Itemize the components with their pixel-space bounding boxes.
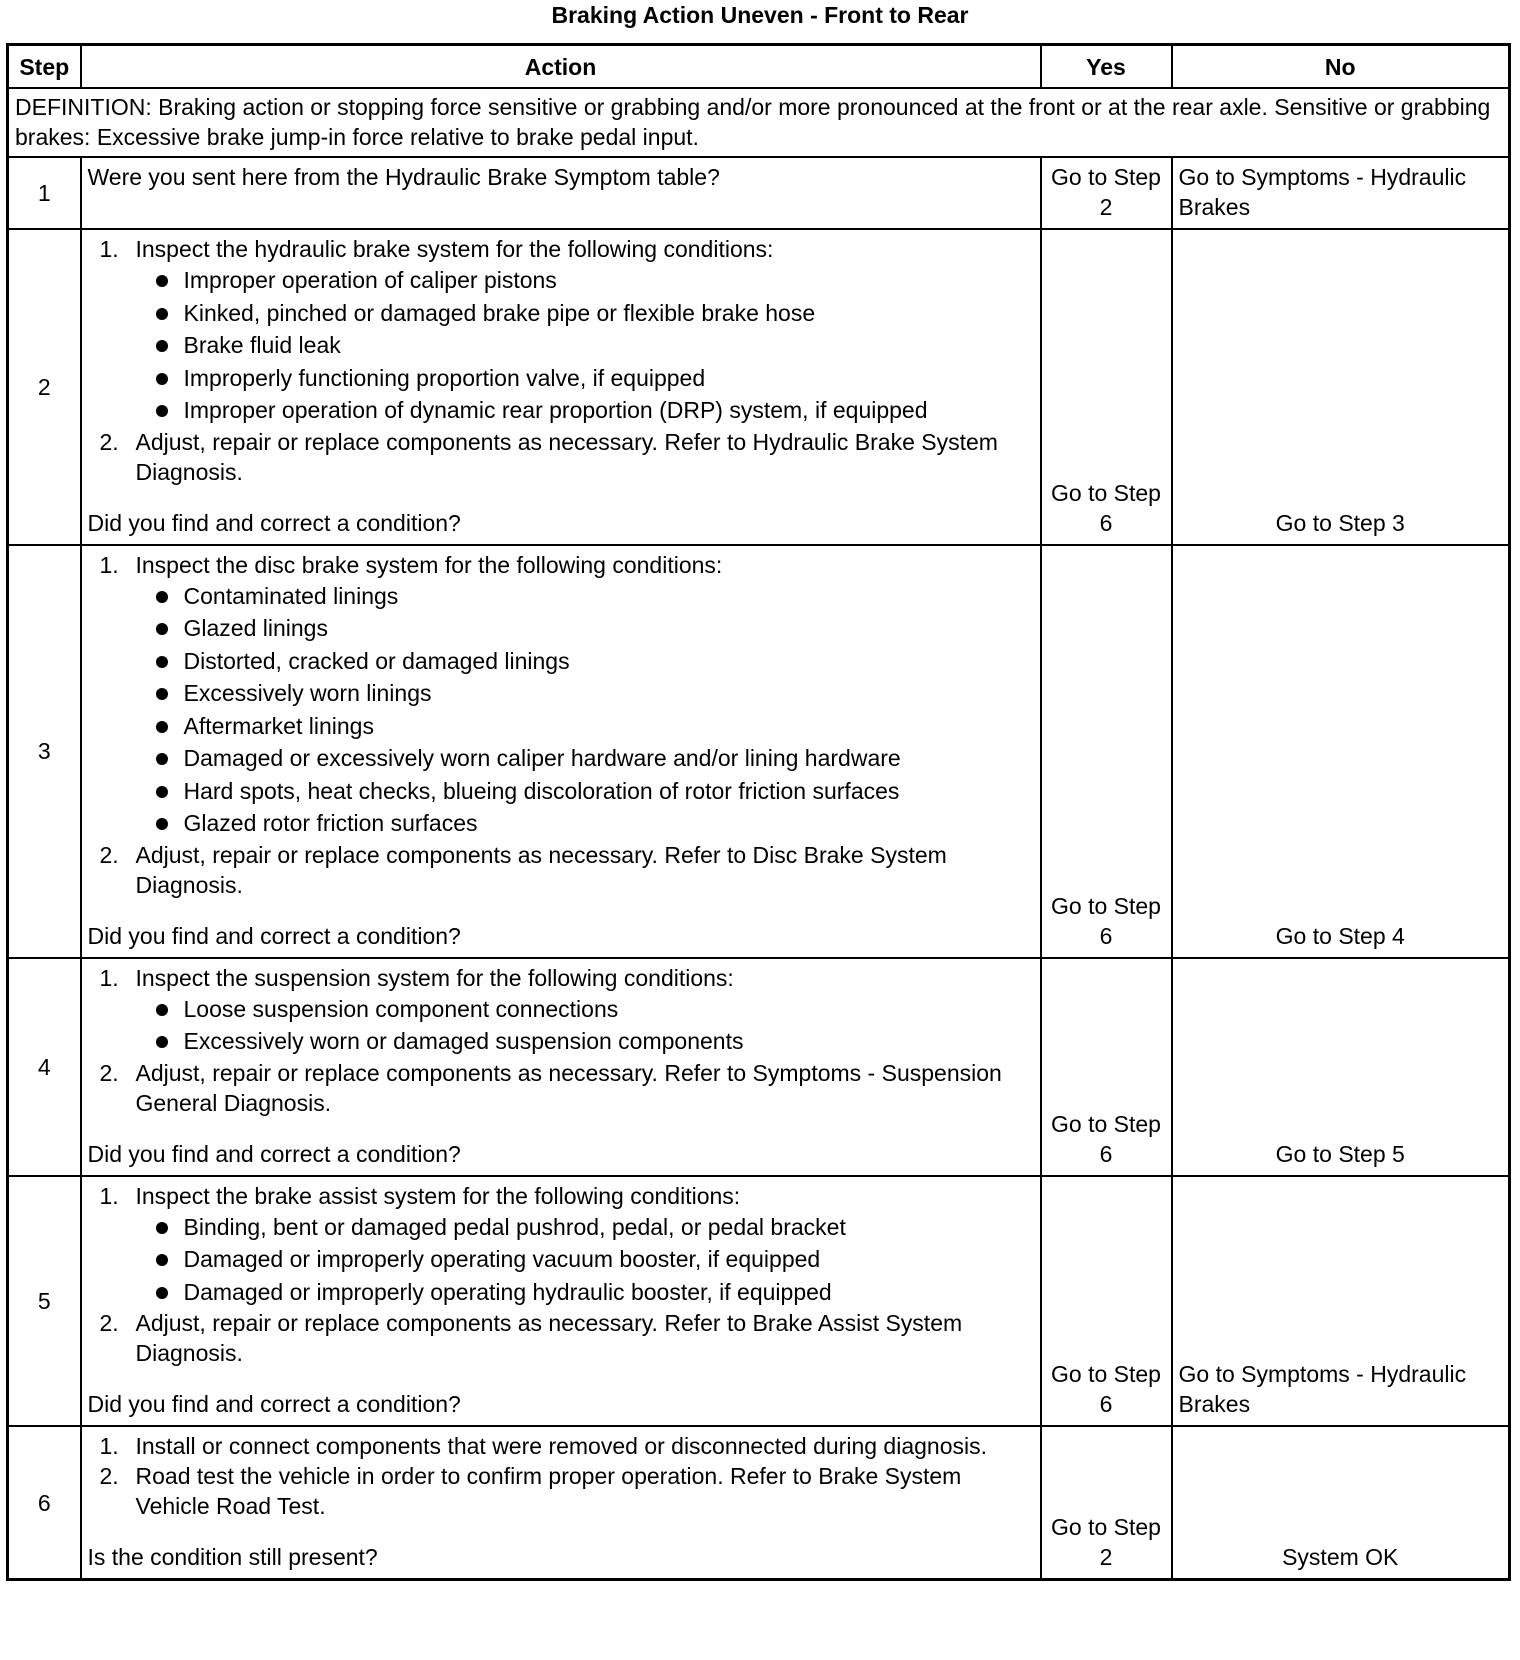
- item-text: Install or connect components that were removed or disconnected during diagnosis.: [135, 1433, 987, 1459]
- bullet-item: [88, 807, 1034, 840]
- bullet-item: [88, 677, 1034, 710]
- bullet-icon: [156, 1287, 168, 1299]
- bullet-icon: [156, 340, 168, 352]
- bullet-icon: [156, 688, 168, 700]
- numbered-item: [88, 1058, 1034, 1118]
- no-cell: Go to Symptoms - Hydraulic Brakes: [1172, 157, 1510, 229]
- bullet-text: Distorted, cracked or damaged linings: [183, 647, 570, 674]
- bullet-icon: [156, 721, 168, 733]
- step-row-5: [8, 1176, 1510, 1427]
- no-cell: Go to Step 3: [1172, 229, 1510, 545]
- item-number: 1.: [99, 236, 119, 262]
- item-text: Road test the vehicle in order to confirm proper operation. Refer to Brake System Vehicle Road Test.: [135, 1463, 962, 1519]
- step-row-4: [8, 958, 1510, 1176]
- item-text: Adjust, repair or replace components as necessary. Refer to Hydraulic Brake System Diagnosis.: [135, 428, 998, 485]
- bullet-icon: [156, 373, 168, 385]
- yes-cell: [1041, 1426, 1172, 1580]
- bullet-icon: [156, 1004, 168, 1016]
- bullet-text: Binding, bent or damaged pedal pushrod, pedal, or pedal bracket: [183, 1213, 846, 1240]
- header-yes: Yes: [1041, 45, 1172, 89]
- yes-step: 2: [1099, 1544, 1113, 1570]
- bullet-icon: [156, 275, 168, 287]
- bullet-item: [88, 1243, 1034, 1276]
- step-question: Is the condition still present?: [87, 1544, 378, 1570]
- item-number: 2.: [99, 841, 119, 868]
- bullet-item: [88, 710, 1034, 743]
- yes-label: Go to Step: [1051, 892, 1161, 919]
- bullet-icon: [156, 753, 168, 765]
- bullet-text: Glazed rotor friction surfaces: [183, 810, 478, 836]
- item-number: 2.: [99, 1059, 119, 1086]
- item-text: Adjust, repair or replace components as necessary. Refer to Symptoms - Suspension General Diagnosis.: [135, 1059, 1002, 1116]
- step-row-3: [8, 545, 1510, 958]
- bullet-item: [88, 1025, 1034, 1058]
- numbered-item: [88, 1308, 1034, 1368]
- step-number: 6: [8, 1426, 81, 1580]
- yes-step: 2: [1099, 194, 1113, 220]
- bullet-item: [88, 297, 1034, 330]
- yes-cell: [1041, 157, 1172, 229]
- numbered-item: [88, 1431, 1034, 1461]
- yes-step: 6: [1099, 922, 1113, 949]
- bullet-text: Excessively worn or damaged suspension components: [183, 1028, 744, 1054]
- yes-cell: [1041, 1176, 1172, 1427]
- yes-label: Go to Step: [1051, 164, 1161, 190]
- step-question: Did you find and correct a condition?: [87, 1140, 461, 1167]
- bullet-text: Glazed linings: [183, 615, 328, 641]
- yes-cell: [1041, 229, 1172, 545]
- no-cell: Go to Symptoms - Hydraulic Brakes: [1172, 1176, 1510, 1427]
- no-cell: System OK: [1172, 1426, 1510, 1580]
- item-text: Inspect the suspension system for the following conditions:: [135, 964, 734, 991]
- step-question: Did you find and correct a condition?: [87, 922, 461, 949]
- yes-cell: [1041, 545, 1172, 958]
- step-number: 1: [8, 157, 81, 229]
- bullet-item: [88, 1211, 1034, 1244]
- bullet-item: [88, 264, 1034, 297]
- bullet-icon: [156, 656, 168, 668]
- item-text: Inspect the disc brake system for the following conditions:: [135, 551, 723, 578]
- step-row-2: [8, 229, 1510, 545]
- numbered-item: [88, 550, 1034, 580]
- step-action: [81, 545, 1041, 958]
- item-number: 2.: [99, 428, 119, 455]
- bullet-icon: [156, 1254, 168, 1266]
- item-number: 1.: [99, 964, 119, 991]
- header-row: [8, 45, 1510, 89]
- yes-label: Go to Step: [1051, 479, 1161, 506]
- item-text: Inspect the brake assist system for the following conditions:: [135, 1182, 741, 1209]
- item-text: Adjust, repair or replace components as necessary. Refer to Brake Assist System Diagnosis.: [135, 1310, 963, 1366]
- numbered-item: [88, 1181, 1034, 1211]
- step-number: 3: [8, 545, 81, 958]
- bullet-item: [88, 1276, 1034, 1309]
- step-number: 5: [8, 1176, 81, 1427]
- bullet-icon: [156, 591, 168, 603]
- no-cell: Go to Step 5: [1172, 958, 1510, 1176]
- item-text: Adjust, repair or replace components as necessary. Refer to Disc Brake System Diagnosis.: [135, 841, 947, 898]
- bullet-text: Damaged or improperly operating vacuum booster, if equipped: [183, 1246, 821, 1272]
- definition-row: [8, 88, 1510, 157]
- bullet-text: Aftermarket linings: [183, 712, 374, 739]
- yes-step: 6: [1099, 1391, 1113, 1417]
- bullet-item: [88, 775, 1034, 808]
- bullet-text: Improperly functioning proportion valve, if equipped: [183, 364, 706, 391]
- yes-step: 6: [1099, 1140, 1113, 1167]
- bullet-item: [88, 394, 1034, 427]
- bullet-text: Kinked, pinched or damaged brake pipe or flexible brake hose: [183, 299, 816, 326]
- numbered-item: [88, 840, 1034, 900]
- item-number: 1.: [99, 551, 119, 578]
- bullet-item: [88, 329, 1034, 362]
- bullet-icon: [156, 623, 168, 635]
- step-action: [81, 229, 1041, 545]
- numbered-item: [88, 1461, 1034, 1521]
- bullet-text: Brake fluid leak: [183, 332, 341, 358]
- bullet-icon: [156, 1222, 168, 1234]
- diagnostic-table: [6, 43, 1511, 1581]
- definition-text: DEFINITION: Braking action or stopping force sensitive or grabbing and/or more pronounced at the front or at the rear axle. Sensitive or grabbing brakes: Excessive brake jump-in force relative to brake pedal input.: [8, 88, 1510, 157]
- header-step: Step: [8, 45, 81, 89]
- bullet-text: Hard spots, heat checks, blueing discoloration of rotor friction surfaces: [183, 777, 900, 804]
- bullet-icon: [156, 1036, 168, 1048]
- bullet-item: [88, 645, 1034, 678]
- bullet-item: [88, 993, 1034, 1026]
- header-no: No: [1172, 45, 1510, 89]
- bullet-item: [88, 742, 1034, 775]
- yes-label: Go to Step: [1051, 1110, 1161, 1137]
- item-text: Inspect the hydraulic brake system for the following conditions:: [135, 236, 774, 262]
- bullet-text: Contaminated linings: [183, 582, 399, 609]
- no-cell: Go to Step 4: [1172, 545, 1510, 958]
- document-title: Braking Action Uneven - Front to Rear: [551, 2, 969, 28]
- bullet-icon: [156, 818, 168, 830]
- bullet-text: Damaged or excessively worn caliper hardware and/or lining hardware: [183, 745, 901, 771]
- yes-label: Go to Step: [1051, 1361, 1161, 1387]
- yes-cell: [1041, 958, 1172, 1176]
- item-number: 1.: [99, 1182, 119, 1209]
- numbered-item: [88, 963, 1034, 993]
- step-action: Were you sent here from the Hydraulic Brake Symptom table?: [81, 157, 1041, 229]
- numbered-item: [88, 234, 1034, 264]
- step-number: 2: [8, 229, 81, 545]
- bullet-item: [88, 612, 1034, 645]
- item-number: 2.: [99, 1310, 119, 1336]
- bullet-text: Loose suspension component connections: [183, 995, 619, 1022]
- numbered-item: [88, 427, 1034, 487]
- bullet-text: Damaged or improperly operating hydraulic booster, if equipped: [183, 1278, 832, 1305]
- step-action: [81, 1176, 1041, 1427]
- yes-step: 6: [1099, 509, 1113, 536]
- step-action: [81, 958, 1041, 1176]
- bullet-text: Excessively worn linings: [183, 680, 432, 706]
- yes-label: Go to Step: [1051, 1514, 1161, 1540]
- step-number: 4: [8, 958, 81, 1176]
- step-action: [81, 1426, 1041, 1580]
- step-row-1: [8, 157, 1510, 229]
- bullet-icon: [156, 405, 168, 417]
- bullet-text: Improper operation of dynamic rear proportion (DRP) system, if equipped: [183, 397, 928, 423]
- bullet-icon: [156, 786, 168, 798]
- step-question: Did you find and correct a condition?: [87, 509, 461, 536]
- item-number: 1.: [99, 1433, 119, 1459]
- bullet-item: [88, 362, 1034, 395]
- bullet-text: Improper operation of caliper pistons: [183, 267, 557, 293]
- item-number: 2.: [99, 1463, 119, 1489]
- header-action: Action: [81, 45, 1041, 89]
- bullet-item: [88, 580, 1034, 613]
- step-question: Did you find and correct a condition?: [87, 1391, 461, 1417]
- bullet-icon: [156, 308, 168, 320]
- step-row-6: [8, 1426, 1510, 1580]
